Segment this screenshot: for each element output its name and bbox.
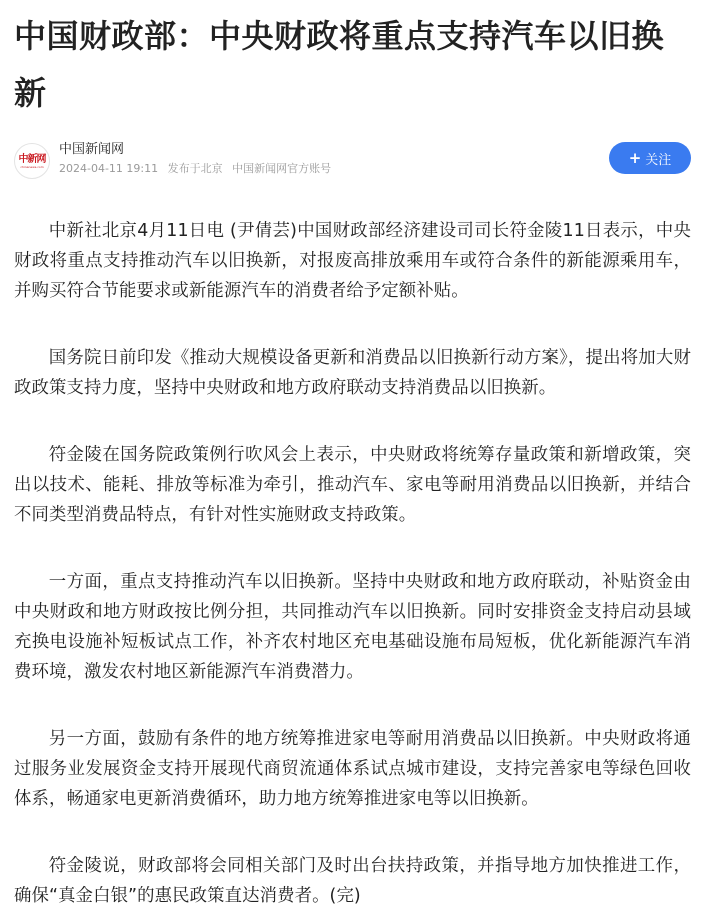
article-body <box>14 216 691 911</box>
source-name[interactable]: 中国新闻网 <box>59 142 125 157</box>
source-avatar[interactable] <box>14 143 50 179</box>
article-paragraph: 另一方面，鼓励有条件的地方统筹推进家电等耐用消费品以旧换新。中央财政将通过服务业发展资金支持开展现代商贸流通体系试点城市建设，支持完善家电等绿色回收体系，畅通家电更新消费循环，助力地方统筹推进家电等以旧换新。 <box>14 729 691 809</box>
source-logo-subtext: chinanews.com <box>20 164 44 169</box>
plus-icon: + <box>628 148 642 167</box>
article-paragraph: 符金陵说，财政部将会同相关部门及时出台扶持政策，并指导地方加快推进工作，确保“真金白银”的惠民政策直达消费者。(完) <box>14 856 691 906</box>
publish-time: 2024-04-11 19:11 <box>59 162 159 175</box>
article-paragraph: 国务院日前印发《推动大规模设备更新和消费品以旧换新行动方案》，提出将加大财政政策支持力度，坚持中央财政和地方政府联动支持消费品以旧换新。 <box>14 348 691 398</box>
follow-label: 关注 <box>645 152 672 168</box>
article-paragraph: 中新社北京4月11日电 (尹倩芸)中国财政部经济建设司司长符金陵11日表示，中央财政将重点支持推动汽车以旧换新，对报废高排放乘用车或符合条件的新能源乘用车，并购买符合节能要求或新能源汽车的消费者给予定额补贴。 <box>14 221 691 301</box>
article-title: 中国财政部：中央财政将重点支持汽车以旧换新 <box>14 17 665 112</box>
publish-location: 发布于北京 <box>167 162 223 175</box>
author-row <box>14 142 691 186</box>
article-paragraph: 符金陵在国务院政策例行吹风会上表示，中央财政将统筹存量政策和新增政策，突出以技术、能耗、排放等标准为牵引，推动汽车、家电等耐用消费品以旧换新，并结合不同类型消费品特点，有针对性实施财政支持政策。 <box>14 445 691 525</box>
follow-button[interactable] <box>609 142 691 174</box>
source-logo-text: 中新网 <box>18 153 46 165</box>
account-label: 中国新闻网官方账号 <box>232 162 332 175</box>
article-paragraph: 一方面，重点支持推动汽车以旧换新。坚持中央财政和地方政府联动，补贴资金由中央财政和地方财政按比例分担，共同推动汽车以旧换新。同时安排资金支持启动县域充换电设施补短板试点工作，补齐农村地区充电基础设施布局短板，优化新能源汽车消费环境，激发农村地区新能源汽车消费潜力。 <box>14 572 691 682</box>
author-meta <box>59 162 337 176</box>
